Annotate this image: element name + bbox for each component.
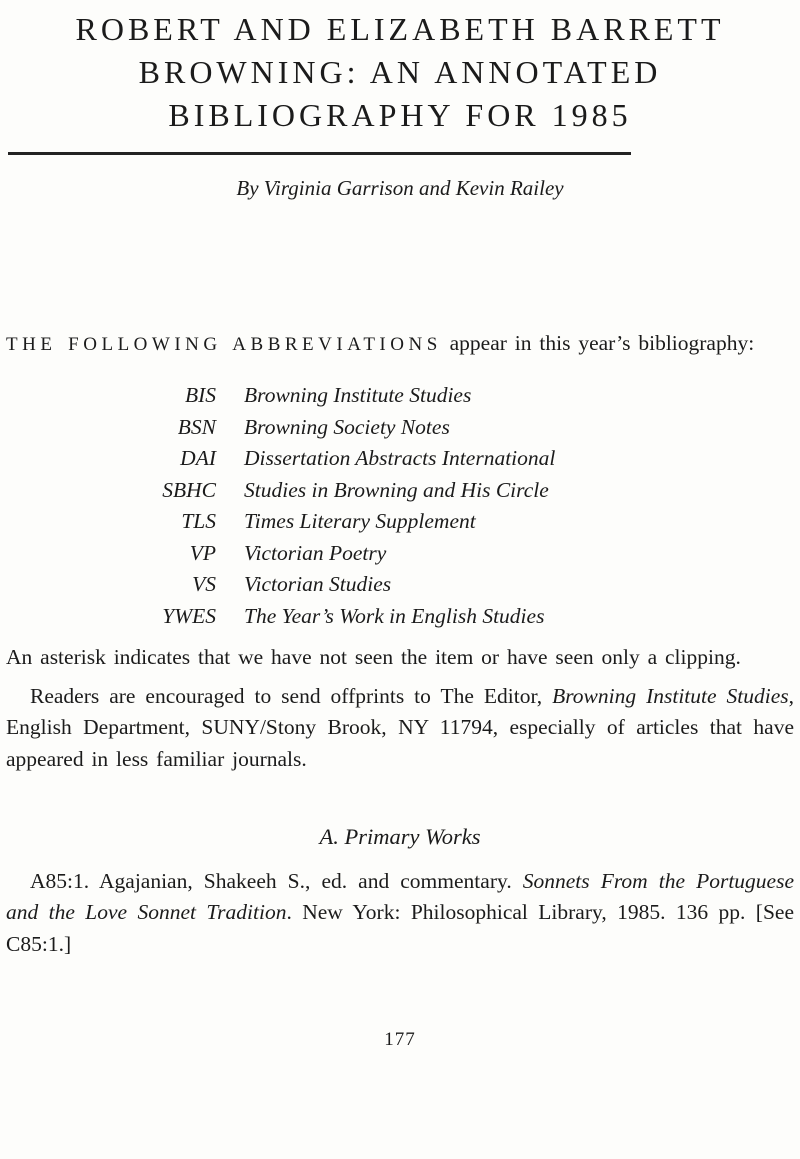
title-line-3: BIBLIOGRAPHY FOR 1985	[168, 97, 632, 133]
abbreviation-code: BSN	[177, 414, 216, 439]
bibliography-entry	[6, 866, 794, 961]
article-title	[6, 8, 794, 137]
section-heading-primary-works: A. Primary Works	[319, 824, 481, 849]
intro-lead-smallcaps: THE FOLLOWING ABBREVIATIONS	[6, 333, 442, 355]
abbreviation-row	[6, 569, 794, 601]
abbreviation-code: VS	[192, 572, 216, 596]
abbreviation-row	[6, 601, 794, 633]
abbreviation-row	[6, 443, 794, 475]
abbreviation-title: Victorian Poetry	[244, 540, 387, 565]
readers-note	[6, 681, 794, 776]
abbreviation-code: BIS	[184, 383, 216, 407]
abbreviation-code: SBHC	[162, 477, 216, 502]
entry-book-title: Sonnets From the Portuguese and the Love Sonnet Tradition	[6, 868, 794, 924]
abbreviation-row	[6, 506, 794, 538]
horizontal-rule	[8, 152, 631, 155]
abbreviation-title: Studies in Browning and His Circle	[244, 477, 549, 502]
asterisk-note: An asterisk indicates that we have not seen the item or have seen only a clipping.	[6, 645, 741, 669]
readers-note-text: Readers are encouraged to send offprints to The Editor,	[30, 683, 553, 708]
readers-note-text: , English Department, SUNY/Stony Brook, NY 11794, especially of articles that have appeared in less familiar journals.	[6, 683, 794, 771]
abbreviation-row	[6, 475, 794, 507]
entry-citation: A85:1. Agajanian, Shakeeh S., ed. and commentary.	[30, 868, 523, 893]
abbreviation-title: Victorian Studies	[244, 572, 392, 596]
abbreviation-list	[6, 380, 794, 632]
abbreviation-code: YWES	[162, 603, 216, 628]
abbreviation-row	[6, 538, 794, 570]
title-line-1: ROBERT AND ELIZABETH BARRETT	[75, 11, 725, 47]
abbreviation-title: Times Literary Supplement	[244, 509, 476, 533]
abbreviation-title: Dissertation Abstracts International	[244, 446, 556, 470]
intro-paragraph	[6, 328, 794, 361]
page-number: 177	[384, 1029, 416, 1050]
abbreviation-title: The Year’s Work in English Studies	[244, 603, 545, 628]
entry-publication-info: . New York: Philosophical Library, 1985. 136 pp. [See C85:1.]	[6, 900, 794, 956]
abbreviation-code: VP	[189, 540, 216, 565]
abbreviation-row	[6, 380, 794, 412]
readers-note-journal-title: Browning Institute Studies	[552, 683, 789, 708]
abbreviation-row	[6, 412, 794, 444]
abbreviation-title: Browning Society Notes	[244, 414, 450, 439]
title-line-2: BROWNING: AN ANNOTATED	[138, 54, 662, 90]
abbreviation-code: DAI	[180, 446, 216, 470]
abbreviation-title: Browning Institute Studies	[244, 383, 472, 407]
abbreviation-code: TLS	[181, 509, 216, 533]
byline: By Virginia Garrison and Kevin Railey	[236, 175, 564, 200]
intro-rest: appear in this year’s bibliography:	[441, 330, 755, 355]
